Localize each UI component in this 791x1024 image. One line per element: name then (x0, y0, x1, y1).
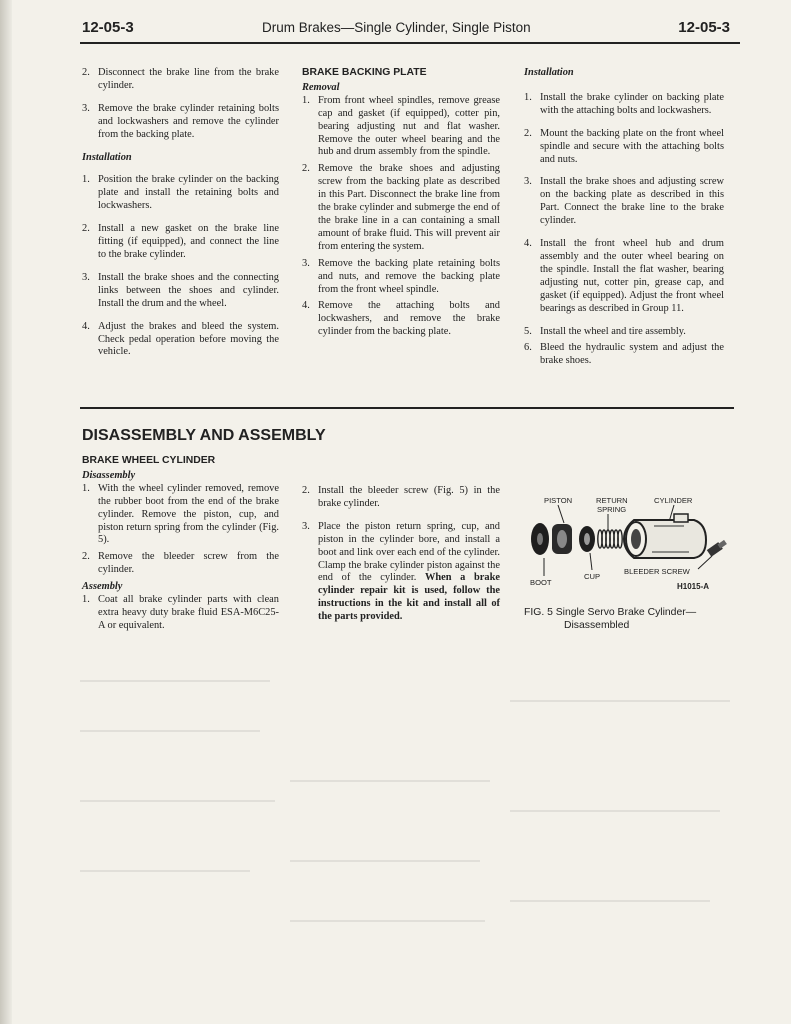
list-item: 1. Install the brake cylinder on backing plate with the attaching bolts and lockwashers. (524, 91, 724, 116)
header-title: Drum Brakes—Single Cylinder, Single Piston (262, 20, 531, 35)
subsection-heading: BRAKE WHEEL CYLINDER (82, 455, 216, 466)
cylinder-exploded-drawing (524, 490, 734, 590)
assembly-list-continued (302, 485, 500, 624)
list-item: 4. Install the front wheel hub and drum assembly and the outer wheel bearing on the spindle. Install the flat washer, bearing adjusting nut, cotter pin, grease cap, and gasket (if equipped). Adjust the front wheel bearings as described in Group 11. (524, 238, 724, 314)
list-item: 2. Disconnect the brake line from the brake cylinder. (82, 67, 279, 91)
list-item: 1. From front wheel spindles, remove grease cap and gasket (if equipped), cotter pin, bearing adjusting nut and flat washer. Remove the outer wheel bearing and the hub and drum assembly from the spindle. (302, 94, 500, 158)
page-header (80, 18, 740, 44)
list-item: 2. Install a new gasket on the brake line fitting (if equipped), and connect the line to the brake cylinder. (82, 223, 279, 260)
caption-line-1: FIG. 5 Single Servo Brake Cylinder— (524, 607, 697, 618)
column-3 (524, 67, 724, 372)
list-item: 3. Place the piston return spring, cup, and piston in the cylinder bore, and install a boot and link over each end of the cylinder. Clamp the brake cylinder piston against the end of the cylinder. When a brake cylinder repair kit is used, follow the instructions in the kit and install all of the parts provided. (302, 520, 500, 623)
list-item: 3. Install the brake shoes and adjusting screw on the backing plate as described in this Part. Connect the brake line to the brake cylinder. (524, 176, 724, 227)
label-return: RETURN (596, 496, 628, 505)
installation-subheading: Installation (524, 67, 574, 78)
label-piston: PISTON (544, 496, 573, 505)
removal-subheading: Removal (302, 81, 340, 93)
list-item: 1. With the wheel cylinder removed, remove the rubber boot from the end of the brake cylinder. Remove the piston, cup, and piston return spring from the cylinder (Fig. 5). (82, 482, 279, 546)
list-item: 3. Remove the brake cylinder retaining bolts and lockwashers and remove the cylinder from the backing plate. (82, 102, 279, 140)
list-item: 4. Remove the attaching bolts and lockwashers, and remove the brake cylinder from the backing plate. (302, 300, 500, 338)
caption-line-2: Disassembled (564, 619, 630, 631)
list-item: 2. Remove the brake shoes and adjusting screw from the backing plate as described in this Part. Disconnect the brake line from the brake cylinder and submerge the end of the brake line in a can containing a small amount of brake fluid. This will prevent air from entering the system. (302, 163, 500, 252)
label-spring: SPRING (597, 505, 627, 514)
section-heading: BRAKE BACKING PLATE (302, 67, 427, 78)
page-number-right: 12-05-3 (678, 19, 730, 36)
section-divider (80, 407, 734, 409)
list-item: 4. Adjust the brakes and bleed the system. Check pedal operation before moving the vehicle. (82, 320, 279, 358)
list-item: 2. Mount the backing plate on the front wheel spindle and secure with the attaching bolts and nuts. (524, 127, 724, 165)
list-item: 2. Remove the bleeder screw from the cylinder. (82, 551, 279, 576)
section-title: DISASSEMBLY AND ASSEMBLY (82, 427, 326, 444)
disassembly-subheading: Disassembly (82, 469, 136, 481)
assembly-column (302, 485, 500, 624)
list-item: 6. Bleed the hydraulic system and adjust the brake shoes. (524, 342, 724, 367)
assembly-subheading: Assembly (82, 581, 123, 593)
figure-code: H1015-A (677, 582, 710, 591)
list-item: 5. Install the wheel and tire assembly. (524, 325, 686, 337)
column-1 (82, 67, 279, 369)
figure-caption (524, 607, 734, 632)
list-item: 3. Install the brake shoes and the connecting links between the shoes and cylinder. Install the drum and the wheel. (82, 271, 279, 309)
list-item: 1. Position the brake cylinder on the backing plate and install the retaining bolts and lockwashers. (82, 174, 279, 212)
removal-list (302, 95, 500, 339)
disassembly-list (82, 483, 279, 577)
disassembly-column (82, 455, 279, 633)
label-boot: BOOT (530, 578, 552, 587)
assembly-list (82, 594, 279, 633)
installation-subheading: Installation (82, 151, 132, 163)
installation-list (524, 92, 724, 368)
column-2 (302, 67, 500, 343)
binding-edge (0, 0, 12, 1024)
page-number-left: 12-05-3 (82, 19, 134, 36)
list-item: 3. Remove the backing plate retaining bolts and nuts, and remove the backing plate from the front wheel spindle. (302, 257, 500, 295)
brake-cylinder-figure (524, 490, 734, 590)
installation-list (82, 174, 279, 359)
label-cup: CUP (584, 572, 601, 581)
show-through-shading (80, 660, 734, 1020)
list-item: 2. Install the bleeder screw (Fig. 5) in the brake cylinder. (302, 485, 500, 509)
label-cylinder: CYLINDER (654, 496, 693, 505)
removal-continued-list (82, 67, 279, 142)
label-bleeder-screw: BLEEDER SCREW (624, 567, 690, 576)
kit-note: When a brake cylinder repair kit is used, follow the instructions in the kit and install all of the parts provided. (318, 572, 500, 623)
list-item: 1. Coat all brake cylinder parts with clean extra heavy duty brake fluid ESA-M6C25-A or equivalent. (82, 594, 279, 631)
